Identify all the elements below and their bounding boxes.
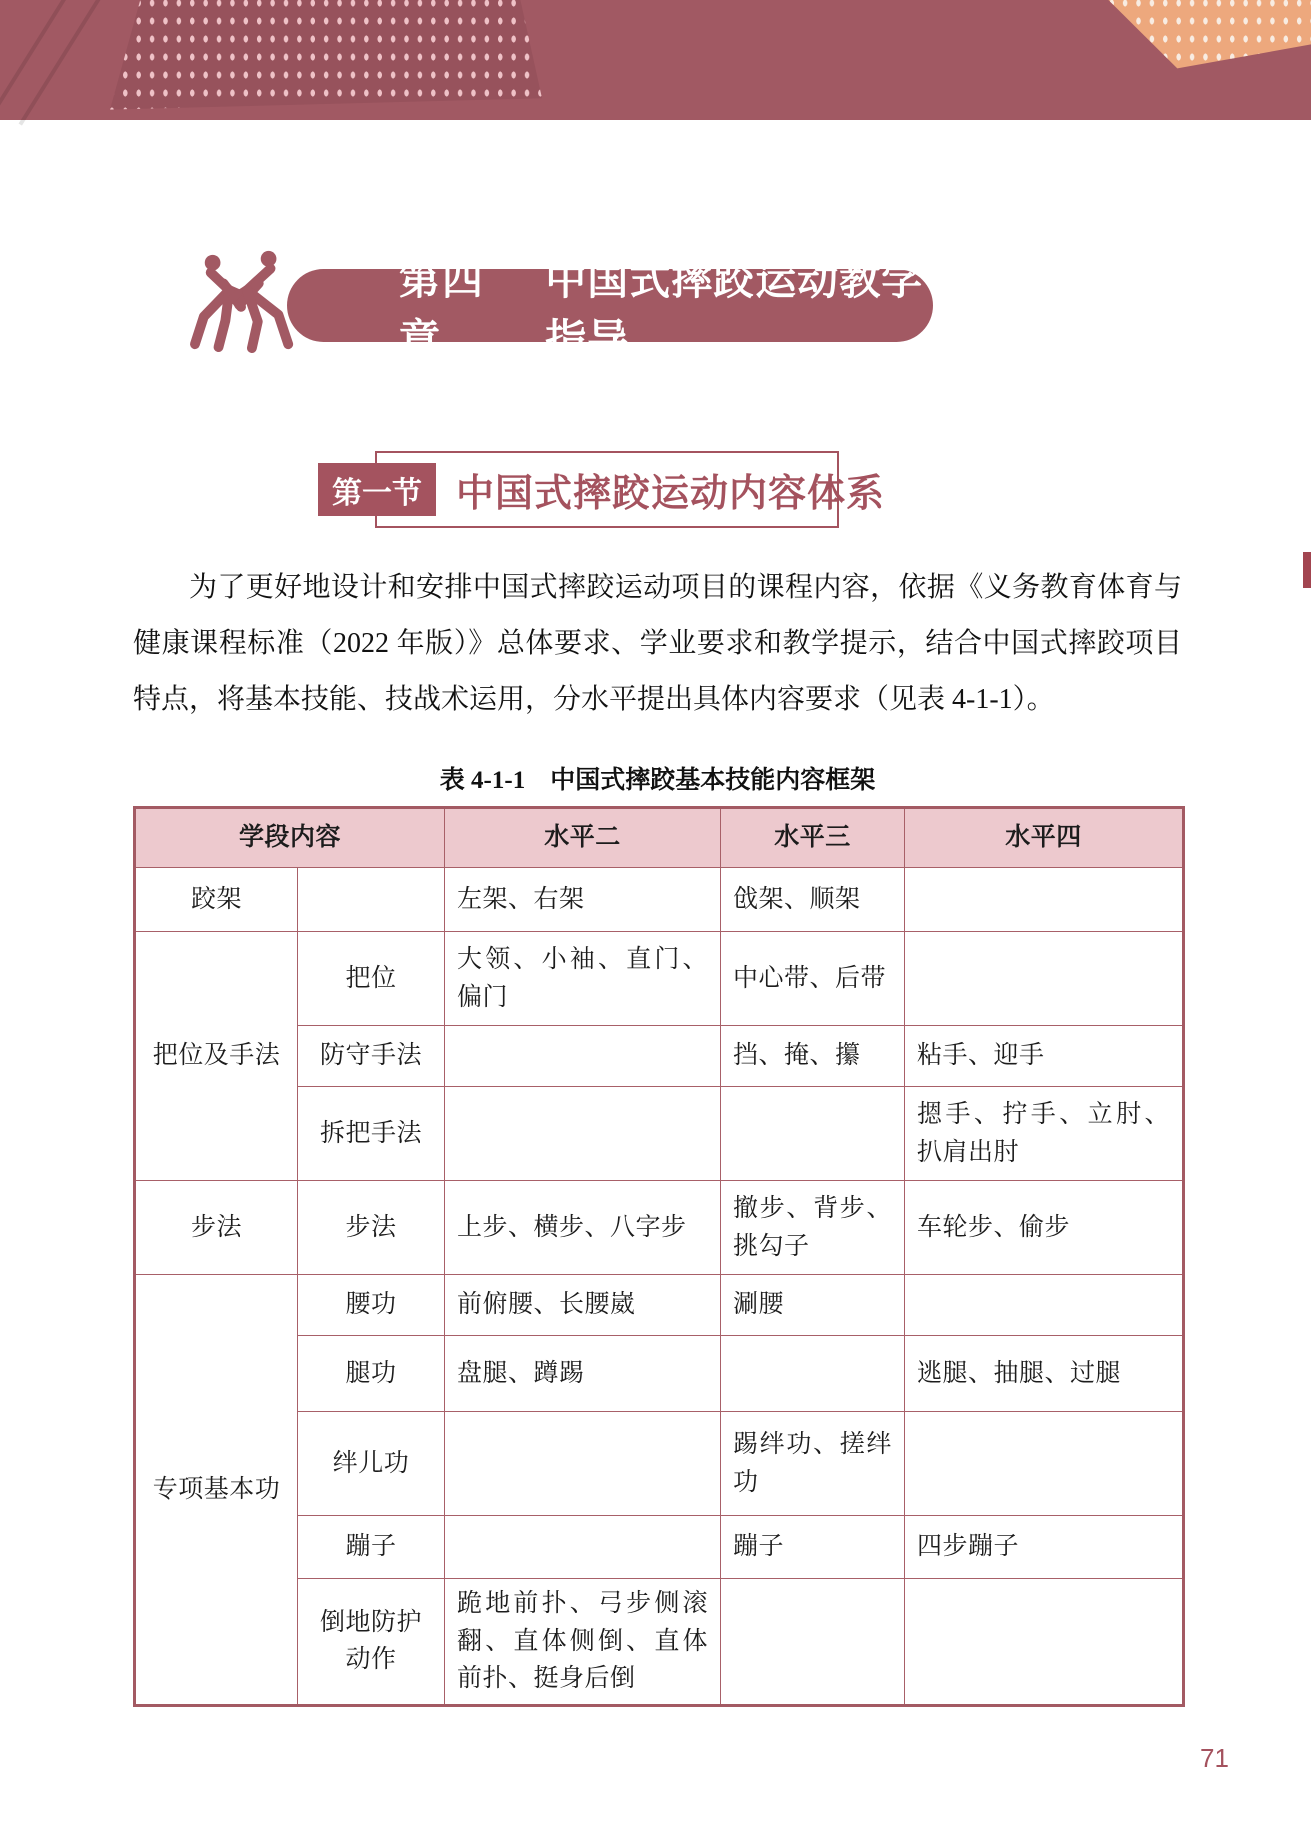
skill-framework-table [133, 806, 1185, 1707]
row-sub-label: 拆把手法 [298, 1087, 445, 1181]
cell-level3: 撤步、背步、挑勾子 [721, 1181, 905, 1275]
cell-level3 [721, 1336, 905, 1412]
cell-level3: 戗架、顺架 [721, 868, 905, 932]
row-group-label: 步法 [135, 1181, 298, 1275]
section-title: 中国式摔跤运动内容体系 [456, 473, 886, 515]
row-sub-label: 步法 [298, 1181, 445, 1275]
cell-level4 [905, 1275, 1184, 1336]
cell-level2 [445, 1516, 721, 1579]
cell-level2: 前俯腰、长腰崴 [445, 1275, 721, 1336]
cell-level2: 左架、右架 [445, 868, 721, 932]
row-sub-label: 腿功 [298, 1336, 445, 1412]
cell-level2: 盘腿、蹲踢 [445, 1336, 721, 1412]
page-number: 71 [1200, 1743, 1229, 1773]
cell-level2 [445, 1087, 721, 1181]
page-edge-mark [1303, 552, 1311, 588]
cell-level2: 跪地前扑、弓步侧滚翻、直体侧倒、直体前扑、挺身后倒 [445, 1579, 721, 1706]
table-row [135, 1275, 1184, 1336]
chapter-title: 中国式摔跤运动教学指导 [545, 256, 924, 362]
row-sub-label: 倒地防护动作 [298, 1579, 445, 1706]
cell-level4: 粘手、迎手 [905, 1026, 1184, 1087]
cell-level4: 车轮步、偷步 [905, 1181, 1184, 1275]
cell-level2: 大领、小袖、直门、偏门 [445, 932, 721, 1026]
cell-level4: 摁手、拧手、立肘、扒肩出肘 [905, 1087, 1184, 1181]
cell-level3 [721, 1087, 905, 1181]
cell-level4: 四步蹦子 [905, 1516, 1184, 1579]
cell-level3: 踢绊功、搓绊功 [721, 1412, 905, 1516]
header-level4: 水平四 [905, 808, 1184, 868]
header-stage-content: 学段内容 [135, 808, 445, 868]
cell-level3: 挡、掩、攥 [721, 1026, 905, 1087]
chapter-number: 第四章 [399, 256, 485, 362]
cell-level2: 上步、横步、八字步 [445, 1181, 721, 1275]
table-caption: 表 4-1-1 中国式摔跤基本技能内容框架 [439, 767, 876, 794]
cell-level4 [905, 868, 1184, 932]
diagonal-stripe [19, 0, 102, 126]
chapter-banner [287, 256, 933, 362]
header-level3: 水平三 [721, 808, 905, 868]
row-sub-label [298, 868, 445, 932]
cell-level2 [445, 1412, 721, 1516]
cell-level3: 蹦子 [721, 1516, 905, 1579]
section-number: 第一节 [332, 476, 422, 510]
table-row [135, 932, 1184, 1026]
table-header-row [135, 808, 1184, 868]
section-number-badge [318, 463, 436, 516]
body-paragraph: 为了更好地设计和安排中国式摔跤运动项目的课程内容，依据《义务教育体育与健康课程标准（2022 年版）》总体要求、学业要求和教学提示，结合中国式摔跤项目特点，将基本技能、技战术运用，分水平提出具体内容要求（见表 4-1-1）。 [133, 572, 1182, 715]
cell-level4 [905, 1412, 1184, 1516]
row-sub-label: 腰功 [298, 1275, 445, 1336]
table-row [135, 868, 1184, 932]
row-group-label: 跤架 [135, 868, 298, 932]
row-sub-label: 绊儿功 [298, 1412, 445, 1516]
cell-level4 [905, 1579, 1184, 1706]
row-sub-label: 把位 [298, 932, 445, 1026]
wrestlers-silhouette-icon [176, 246, 316, 354]
cell-level3: 中心带、后带 [721, 932, 905, 1026]
header-decoration [0, 0, 1311, 120]
cell-level3: 涮腰 [721, 1275, 905, 1336]
row-sub-label: 蹦子 [298, 1516, 445, 1579]
cell-level4: 逃腿、抽腿、过腿 [905, 1336, 1184, 1412]
cell-level4 [905, 932, 1184, 1026]
table-row [135, 1181, 1184, 1275]
row-sub-label: 防守手法 [298, 1026, 445, 1087]
row-group-label: 专项基本功 [135, 1275, 298, 1706]
cell-level3 [721, 1579, 905, 1706]
cell-level2 [445, 1026, 721, 1087]
row-group-label: 把位及手法 [135, 932, 298, 1181]
header-dots-panel-left [110, 0, 542, 113]
header-level2: 水平二 [445, 808, 721, 868]
